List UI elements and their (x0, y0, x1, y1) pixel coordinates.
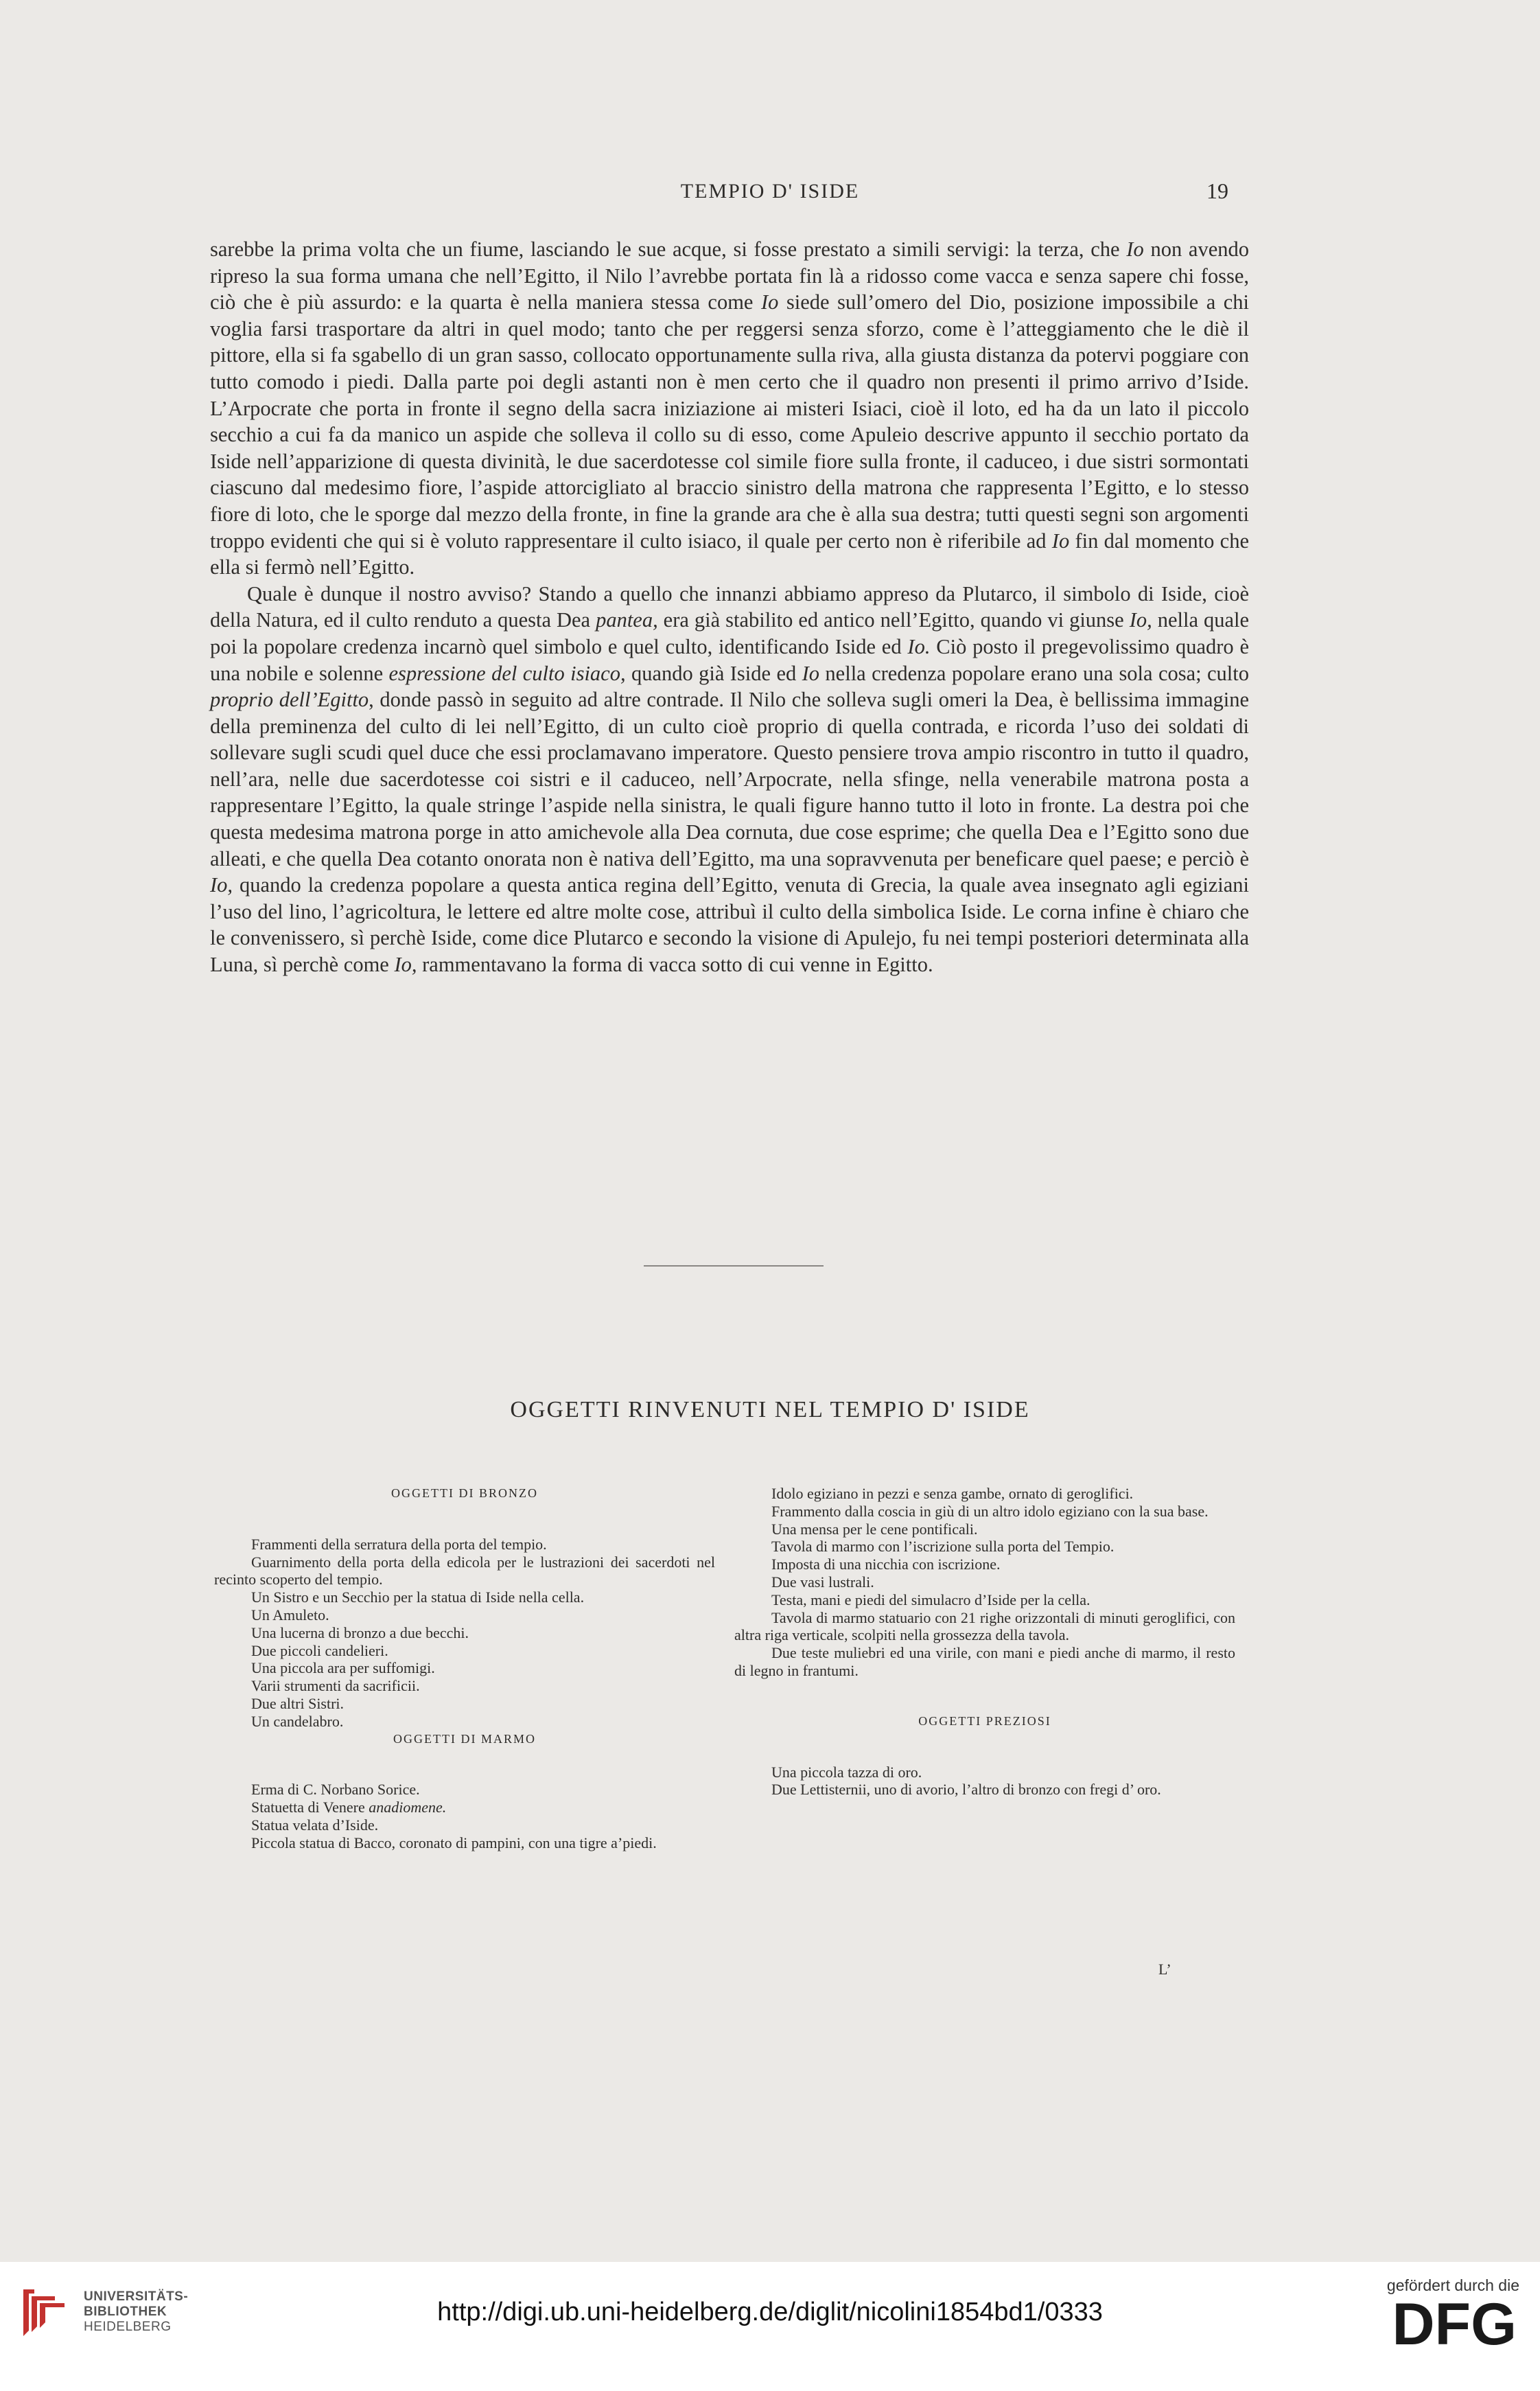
page-number: 19 (1206, 178, 1228, 203)
library-line-2: BIBLIOTHEK (84, 2305, 167, 2319)
italic-run: Io (1051, 529, 1070, 553)
italic-run: pantea, (596, 608, 658, 632)
catchword: L’ (1158, 1961, 1171, 1978)
list-item: Frammento dalla coscia in giù di un altro idolo egiziano con la sua base. (771, 1502, 1209, 1520)
text-run: nella credenza popolare erano una sola cosa; culto (819, 661, 1249, 685)
list-item (214, 1799, 715, 1816)
list-item: Testa, mani e piedi del simulacro d’Iside per la cella. (771, 1591, 1090, 1608)
library-line-1: UNIVERSITÄTS- (84, 2289, 189, 2304)
marble-heading: OGGETTI DI MARMO (393, 1731, 536, 1746)
italic-run: anadiomene. (369, 1799, 447, 1816)
italic-run: proprio dell’Egitto (210, 688, 369, 712)
permalink-url[interactable]: http://digi.ub.uni-heidelberg.de/diglit/nicolini1854bd1/0333 (437, 2298, 1103, 2326)
list-item: Due vasi lustrali. (771, 1573, 874, 1591)
dfg-logo-icon (1355, 2296, 1519, 2350)
text-run: rammentavano la forma di vacca sotto di cui venne in Egitto. (417, 953, 933, 977)
italic-run: Io, (1129, 608, 1152, 632)
text-run: non avendo ripreso la sua forma umana che nell’Egitto, il Nilo l’avrebbe portata fin là a ridosso come vacca e senza sapere chi fosse, ciò che è più assurdo: e la quarta è nella maniera stessa come (210, 238, 1249, 314)
list-item: Due altri Sistri. (251, 1694, 345, 1712)
paragraph-1 (210, 236, 1249, 581)
paragraph-2 (210, 581, 1249, 978)
italic-run: espressione del culto isiaco, (388, 661, 626, 685)
list-item: Una lucerna di bronzo a due becchi. (251, 1624, 469, 1641)
funded-by-text: gefördert durch die (1386, 2276, 1519, 2294)
italic-run: Io (802, 661, 820, 685)
left-column (214, 1485, 715, 1852)
spacer (214, 1748, 715, 1781)
dfg-logo (1355, 2296, 1519, 2350)
text-run: nella quale poi la popolare credenza incarnò quel simbolo e quel culto, identificando Iside ed (210, 608, 1249, 658)
spacer (734, 1731, 1235, 1764)
italic-run: Io, (210, 873, 233, 897)
text-run: Quale è dunque il nostro avviso? Stando a quello che innanzi abbiamo appreso da Plutarco, il simbolo di Iside, cioè della Natura, ed il culto renduto a questa Dea (210, 581, 1249, 632)
spacer (734, 1680, 1235, 1713)
text-run: siede sull’omero del Dio, posizione impossibile a chi voglia farsi trasportare da altri in quel modo; tanto che per reggersi senza sforzo, come è l’atteggiamento che le diè il pittore, ella si fa sgabello di un gran sasso, collocato opportunamente sulla riva, alla giusta distanza da potervi poggiare con tutto comodo i piedi. Dalla parte poi degli astanti non è men certo che il quadro non presenti il primo arrivo d’Iside. L’Arpocrate che porta in fronte il segno della sacra iniziazione ai misteri Isiaci, cioè il loto, ed ha da un lato il piccolo secchio a cui fa da manico un aspide che solleva il collo su di esso, come Apuleio descrive appunto il secchio portato da Iside nell’apparizione di questa divinità, le due sacerdotesse col simile fiore sulla fronte, il caduceo, i due sistri sormontati ciascuno dal medesimo fiore, l’aspide attorcigliato al braccio sinistro della matrona che rappresenta l’Egitto, e lo stesso fiore di loto, che le sporge dal mezzo della fronte, in fine la grande ara che è alla sua destra; tutti questi segni son argomenti troppo evidenti che qui si è voluto rappresentare il culto isiaco, il quale per certo non è riferibile ad (210, 290, 1249, 553)
text-run: quando la credenza popolare a questa antica regina dell’Egitto, venuta di Grecia, la quale avea insegnato agli egiziani l’uso del lino, l’agricoltura, le lettere ed altre molte cose, attribuì il culto della simbolica Iside. Le corna infine è chiaro che le convenissero, sì perchè Iside, come dice Plutarco e secondo la visione di Apulejo, fu nei tempi posteriori determinata alla Luna, sì perchè come (210, 873, 1249, 977)
spacer (214, 1503, 715, 1536)
italic-run: Io. (907, 634, 931, 658)
list-item: Tavola di marmo con l’iscrizione sulla porta del Tempio. (771, 1538, 1115, 1556)
list-item: Imposta di una nicchia con iscrizione. (771, 1556, 1001, 1573)
text-run: fin dal momento che ella si fermò nell’Egitto. (210, 529, 1249, 579)
list-item: Due Lettisternii, uno di avorio, l’altro di bronzo con fregi d’ oro. (771, 1781, 1161, 1799)
list-item: Tavola di marmo statuario con 21 righe orizzontali di minuti geroglifici, con altra riga verticale, scolpiti nella grossezza della tavola. (734, 1608, 1235, 1644)
right-column (734, 1485, 1235, 1799)
list-item: Varii strumenti da sacrificii. (251, 1677, 420, 1695)
section-title: OGGETTI RINVENUTI NEL TEMPIO D' ISIDE (510, 1397, 1030, 1422)
list-item: Un Amuleto. (251, 1606, 329, 1624)
list-item: Statua velata d’Iside. (251, 1816, 379, 1834)
funder-block[interactable] (1355, 2276, 1519, 2350)
running-head: TEMPIO D' ISIDE (680, 180, 860, 203)
text-run: quando già Iside ed (625, 661, 802, 685)
list-item: Due piccoli candelieri. (251, 1641, 388, 1659)
italic-run: Io, (394, 953, 417, 977)
list-item: Una piccola ara per suffomigi. (251, 1659, 435, 1677)
main-text (210, 236, 1249, 978)
list-item: Una piccola tazza di oro. (771, 1763, 922, 1781)
precious-heading: OGGETTI PREZIOSI (918, 1713, 1051, 1728)
list-item: Un Sistro e un Secchio per la statua di Iside nella cella. (251, 1589, 585, 1606)
list-item: Una mensa per le cene pontificali. (771, 1520, 978, 1538)
italic-run: Io (760, 290, 779, 314)
list-item: Frammenti della serratura della porta del tempio. (251, 1535, 547, 1553)
text-run: sarebbe la prima volta che un fiume, lasciando le sue acque, si fosse prestato a simili servigi: la terza, che (210, 238, 1127, 261)
list-item: Guarnimento della porta della edicola per le lustrazioni dei sacerdoti nel recinto scoperto del tempio. (214, 1553, 715, 1589)
library-line-3: HEIDELBERG (84, 2320, 172, 2334)
dfg-logo-text: DFG (1392, 2296, 1517, 2350)
italic-run: Io (1126, 238, 1144, 261)
text-run: , donde passò in seguito ad altre contrade. Il Nilo che solleva sugli omeri la Dea, è bellissima immagine della preminenza del culto di lei nell’Egitto, di un culto cioè proprio di quella contrada, e ricorda l’uso dei soldati di sollevare sugli scudi quel duce che essi proclamavano imperatore. Questo pensiere trova ampio riscontro in tutto il quadro, nell’ara, nelle due sacerdotesse coi sistri e il caduceo, nell’Arpocrate, nella sfinge, nella venerabile matrona posta a rappresentare l’Egitto, la quale stringe l’aspide nella sinistra, le quali figure hanno tutto il loto in fronte. La destra poi che questa medesima matrona porge in atto amichevole alla Dea cornuta, due cose esprime; che quella Dea e l’Egitto sono due alleati, e che quella Dea cotanto onorata non è nativa dell’Egitto, ma una sopravvenuta per beneficare quel paese; e perciò è (210, 688, 1249, 870)
list-item: Idolo egiziano in pezzi e senza gambe, ornato di geroglifici. (771, 1485, 1134, 1502)
list-item: Erma di C. Norbano Sorice. (251, 1781, 420, 1799)
text-run: era già stabilito ed antico nell’Egitto, quando vi giunse (657, 608, 1130, 632)
list-item: Piccola statua di Bacco, coronato di pampini, con una tigre a’piedi. (251, 1834, 657, 1851)
text-run: Statuetta di Venere (251, 1799, 369, 1816)
bronze-heading: OGGETTI DI BRONZO (391, 1486, 538, 1500)
list-item: Due teste muliebri ed una virile, con mani e piedi anche di marmo, il resto di legno in frantumi. (734, 1644, 1235, 1679)
text-run: Ciò posto il pregevolissimo quadro è una nobile e solenne (210, 634, 1249, 685)
list-item: Un candelabro. (251, 1712, 344, 1730)
section-divider (644, 1265, 824, 1267)
